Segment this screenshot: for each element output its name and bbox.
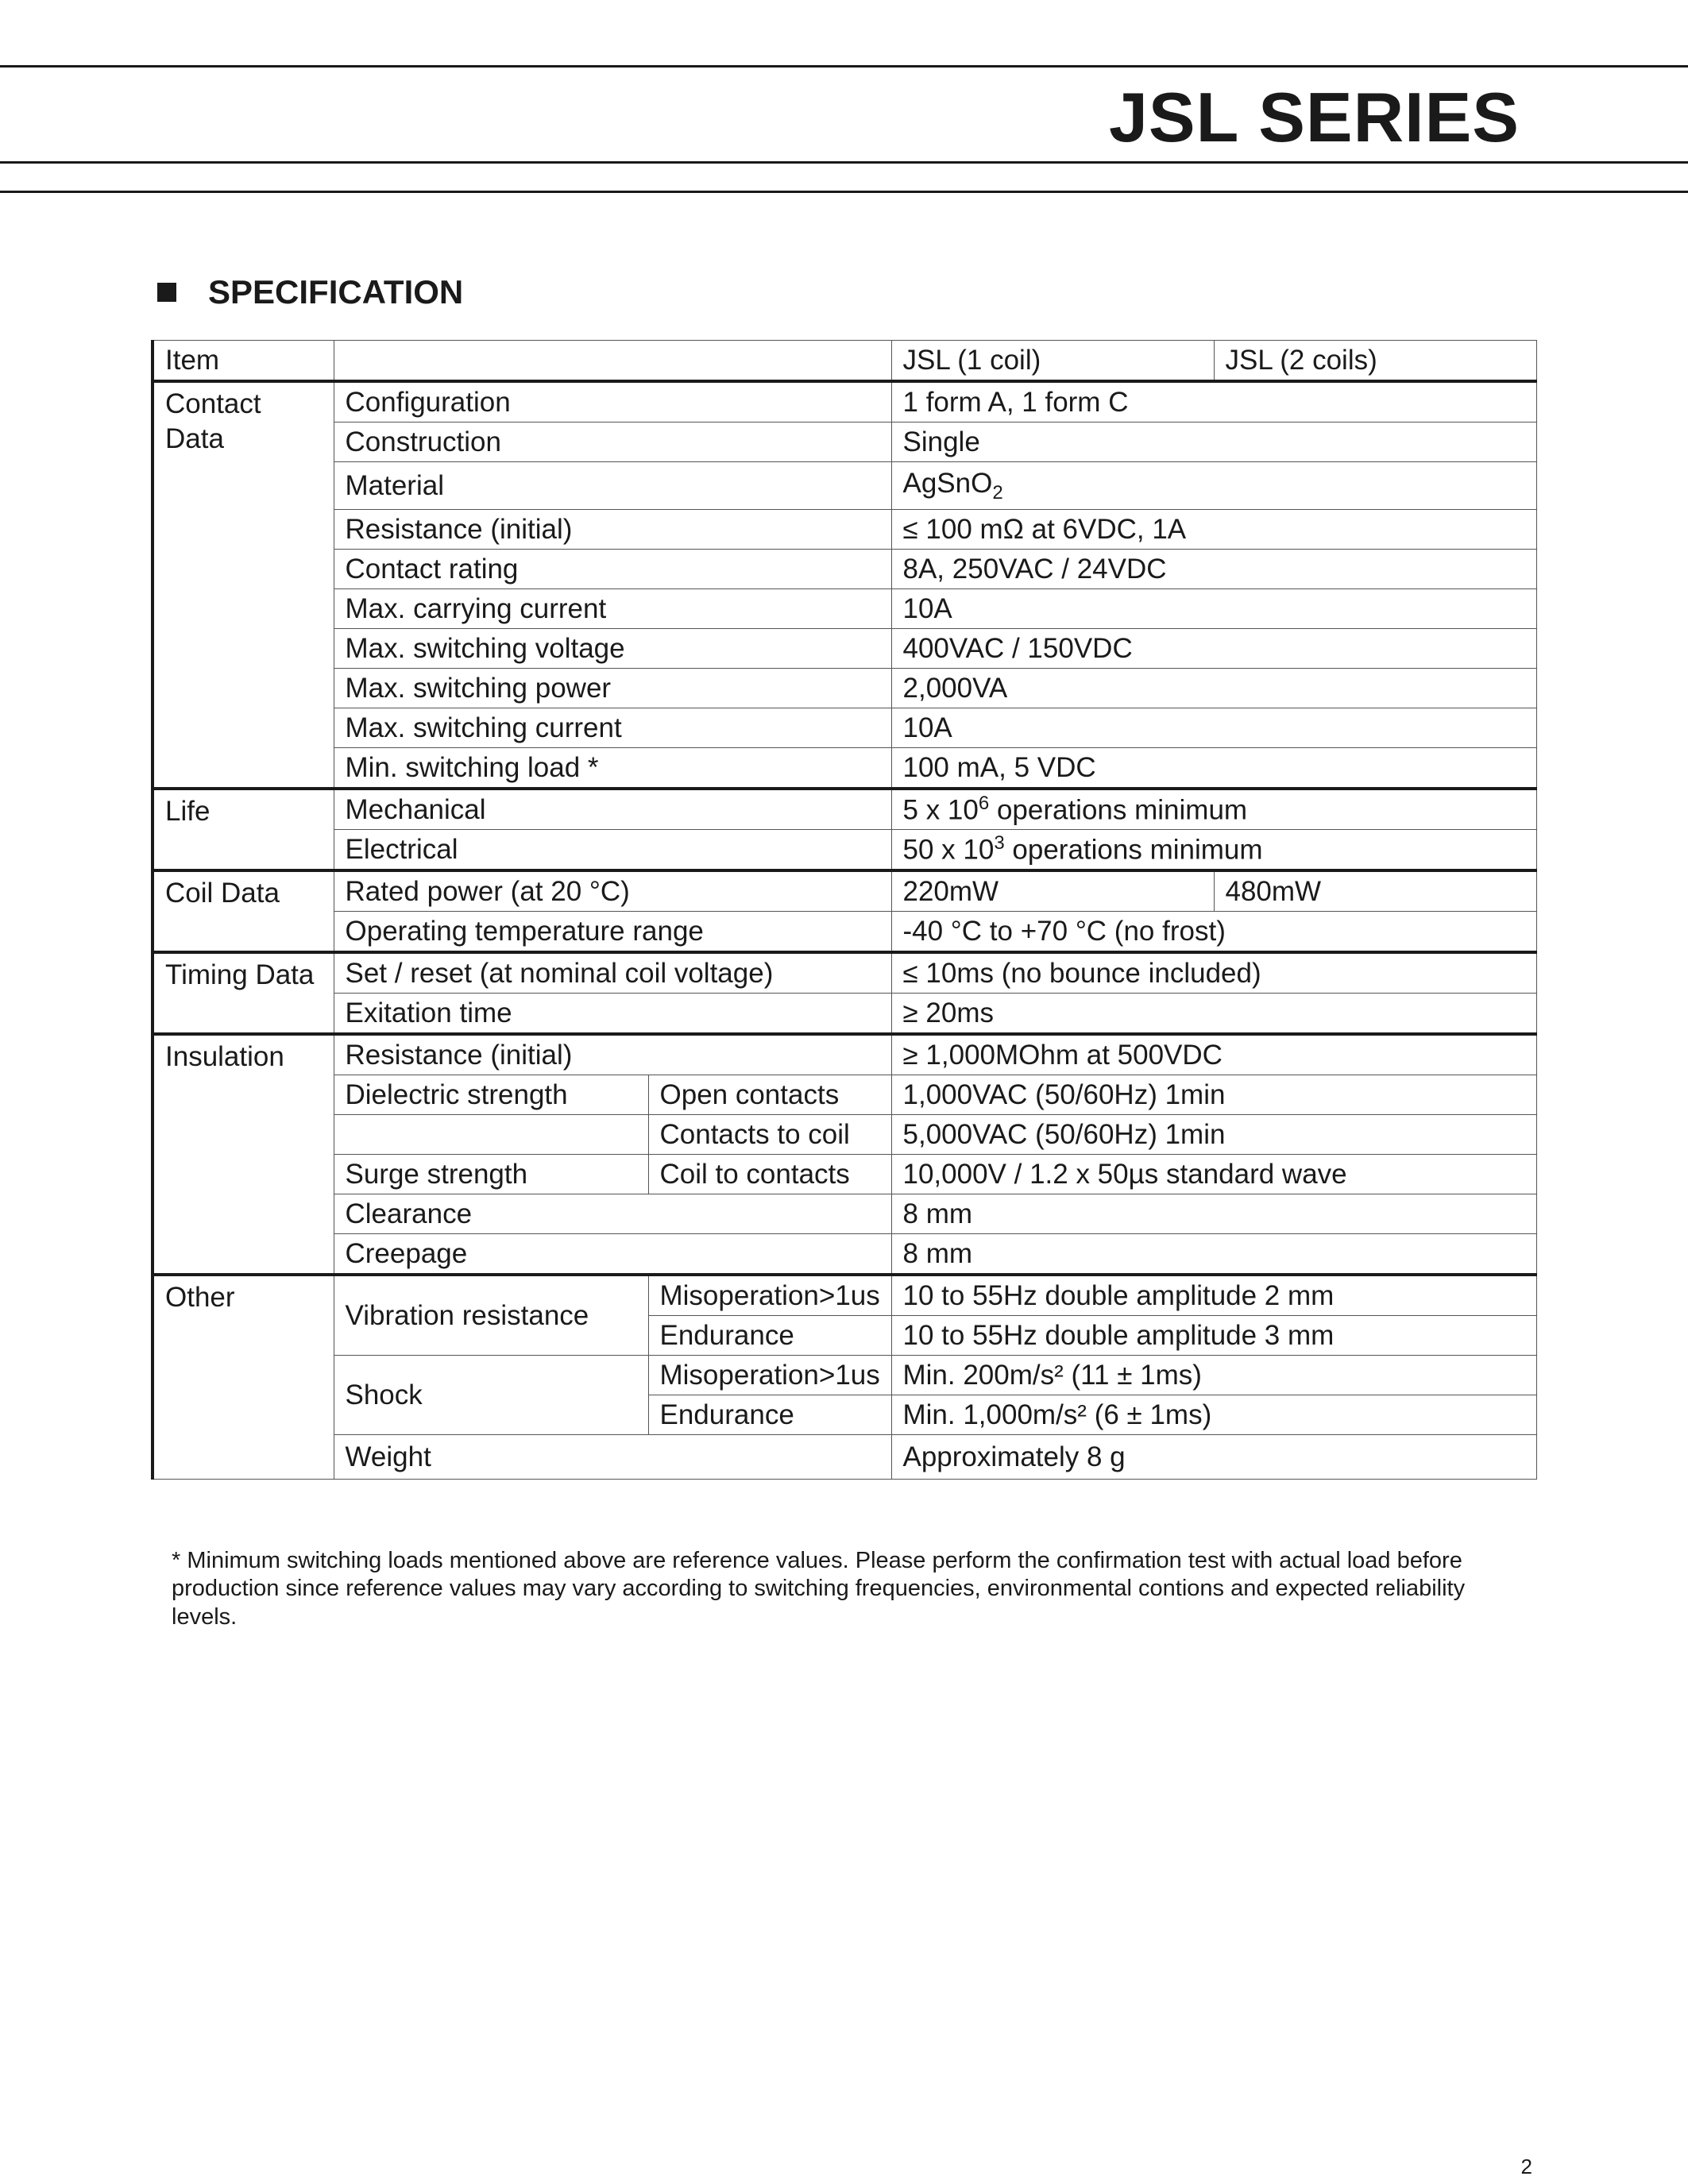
row-value: 8 mm — [891, 1194, 1536, 1234]
table-row — [153, 462, 1536, 510]
row-value: Min. 200m/s² (11 ± 1ms) — [891, 1356, 1536, 1395]
header-top-rule — [0, 65, 1688, 68]
table-row — [153, 669, 1536, 708]
table-row — [153, 912, 1536, 953]
mechanical-base: 5 x 10 — [902, 794, 979, 826]
row-value — [891, 789, 1536, 830]
group-contact-data: Contact Data — [153, 381, 334, 789]
row-value: 10A — [891, 589, 1536, 629]
row-label: Construction — [334, 423, 891, 462]
row-label: Clearance — [334, 1194, 891, 1234]
row-label: Rated power (at 20 °C) — [334, 870, 891, 912]
row-label: Max. switching current — [334, 708, 891, 748]
row-value — [891, 830, 1536, 871]
row-value: 5,000VAC (50/60Hz) 1min — [891, 1115, 1536, 1155]
header-jsl-2-coils: JSL (2 coils) — [1214, 341, 1536, 382]
row-label: Dielectric strength — [334, 1075, 648, 1115]
section-title: SPECIFICATION — [208, 273, 464, 311]
header-bottom-rule-2 — [0, 191, 1688, 193]
specification-table — [151, 340, 1537, 1480]
row-value: 8A, 250VAC / 24VDC — [891, 550, 1536, 589]
row-value: ≥ 20ms — [891, 994, 1536, 1035]
row-label: Min. switching load * — [334, 748, 891, 789]
row-sublabel: Endurance — [648, 1395, 891, 1435]
group-insulation: Insulation — [153, 1034, 334, 1275]
page-number: 2 — [1520, 2155, 1532, 2178]
row-label: Weight — [334, 1435, 891, 1480]
table-row — [153, 870, 1536, 912]
row-label: Operating temperature range — [334, 912, 891, 953]
row-label: Resistance (initial) — [334, 510, 891, 550]
row-value: 10 to 55Hz double amplitude 3 mm — [891, 1316, 1536, 1356]
header-blank — [334, 341, 891, 382]
material-subscript: 2 — [992, 481, 1003, 504]
row-value: 10,000V / 1.2 x 50µs standard wave — [891, 1155, 1536, 1194]
row-value: 10 to 55Hz double amplitude 2 mm — [891, 1275, 1536, 1316]
table-row — [153, 830, 1536, 871]
row-sublabel: Misoperation>1us — [648, 1275, 891, 1316]
group-coil-data: Coil Data — [153, 870, 334, 952]
row-value: ≥ 1,000MOhm at 500VDC — [891, 1034, 1536, 1075]
table-row — [153, 952, 1536, 994]
table-row — [153, 1234, 1536, 1275]
table-row — [153, 1194, 1536, 1234]
mechanical-suffix: operations minimum — [989, 794, 1248, 826]
row-value: 2,000VA — [891, 669, 1536, 708]
row-value: 10A — [891, 708, 1536, 748]
group-life: Life — [153, 789, 334, 870]
row-sublabel: Contacts to coil — [648, 1115, 891, 1155]
document-title: JSL SERIES — [1108, 78, 1520, 156]
table-header-row — [153, 341, 1536, 382]
group-timing-data: Timing Data — [153, 952, 334, 1034]
table-row — [153, 748, 1536, 789]
table-row — [153, 1356, 1536, 1395]
row-sublabel: Coil to contacts — [648, 1155, 891, 1194]
row-label: Max. carrying current — [334, 589, 891, 629]
table-row — [153, 423, 1536, 462]
row-label: Max. switching voltage — [334, 629, 891, 669]
electrical-base: 50 x 10 — [902, 834, 995, 866]
table-row — [153, 510, 1536, 550]
row-label: Shock — [334, 1356, 648, 1435]
table-row — [153, 589, 1536, 629]
row-value: 1,000VAC (50/60Hz) 1min — [891, 1075, 1536, 1115]
row-value: ≤ 10ms (no bounce included) — [891, 952, 1536, 994]
electrical-exponent: 3 — [994, 832, 1005, 855]
table-row — [153, 1275, 1536, 1316]
table-row — [153, 629, 1536, 669]
row-value: 400VAC / 150VDC — [891, 629, 1536, 669]
row-label: Max. switching power — [334, 669, 891, 708]
table-row — [153, 1155, 1536, 1194]
row-value: Single — [891, 423, 1536, 462]
row-label: Contact rating — [334, 550, 891, 589]
row-label: Set / reset (at nominal coil voltage) — [334, 952, 891, 994]
row-sublabel: Endurance — [648, 1316, 891, 1356]
table-row — [153, 381, 1536, 423]
row-value-1-coil: 220mW — [891, 870, 1214, 912]
footnote: * Minimum switching loads mentioned above are reference values. Please perform the confirmation test with actual load before production since reference values may vary according to switching frequencies, environmental contions and expected reliability levels. — [172, 1548, 1466, 1630]
row-value: 100 mA, 5 VDC — [891, 748, 1536, 789]
row-value: ≤ 100 mΩ at 6VDC, 1A — [891, 510, 1536, 550]
row-value: 1 form A, 1 form C — [891, 381, 1536, 423]
row-value-2-coils: 480mW — [1214, 870, 1536, 912]
table-row — [153, 708, 1536, 748]
table-row — [153, 1034, 1536, 1075]
table-row — [153, 1435, 1536, 1480]
row-label: Configuration — [334, 381, 891, 423]
row-label: Creepage — [334, 1234, 891, 1275]
row-value: Min. 1,000m/s² (6 ± 1ms) — [891, 1395, 1536, 1435]
row-label: Electrical — [334, 830, 891, 871]
row-label: Surge strength — [334, 1155, 648, 1194]
row-label-empty — [334, 1115, 648, 1155]
row-value: -40 °C to +70 °C (no frost) — [891, 912, 1536, 953]
row-label: Vibration resistance — [334, 1275, 648, 1356]
header-jsl-1-coil: JSL (1 coil) — [891, 341, 1214, 382]
group-other: Other — [153, 1275, 334, 1480]
row-sublabel: Open contacts — [648, 1075, 891, 1115]
table-row — [153, 550, 1536, 589]
section-heading — [157, 273, 463, 311]
row-value: 8 mm — [891, 1234, 1536, 1275]
row-label: Material — [334, 462, 891, 510]
row-value: Approximately 8 g — [891, 1435, 1536, 1480]
material-base: AgSnO — [902, 467, 993, 499]
square-bullet-icon — [157, 283, 176, 302]
row-label: Resistance (initial) — [334, 1034, 891, 1075]
table-row — [153, 1075, 1536, 1115]
table-row — [153, 1115, 1536, 1155]
header-item: Item — [153, 341, 334, 382]
row-value — [891, 462, 1536, 510]
table-row — [153, 994, 1536, 1035]
row-sublabel: Misoperation>1us — [648, 1356, 891, 1395]
row-label: Exitation time — [334, 994, 891, 1035]
header-bottom-rule-1 — [0, 161, 1688, 164]
row-label: Mechanical — [334, 789, 891, 830]
mechanical-exponent: 6 — [978, 793, 990, 815]
table-row — [153, 789, 1536, 830]
electrical-suffix: operations minimum — [1004, 834, 1263, 866]
